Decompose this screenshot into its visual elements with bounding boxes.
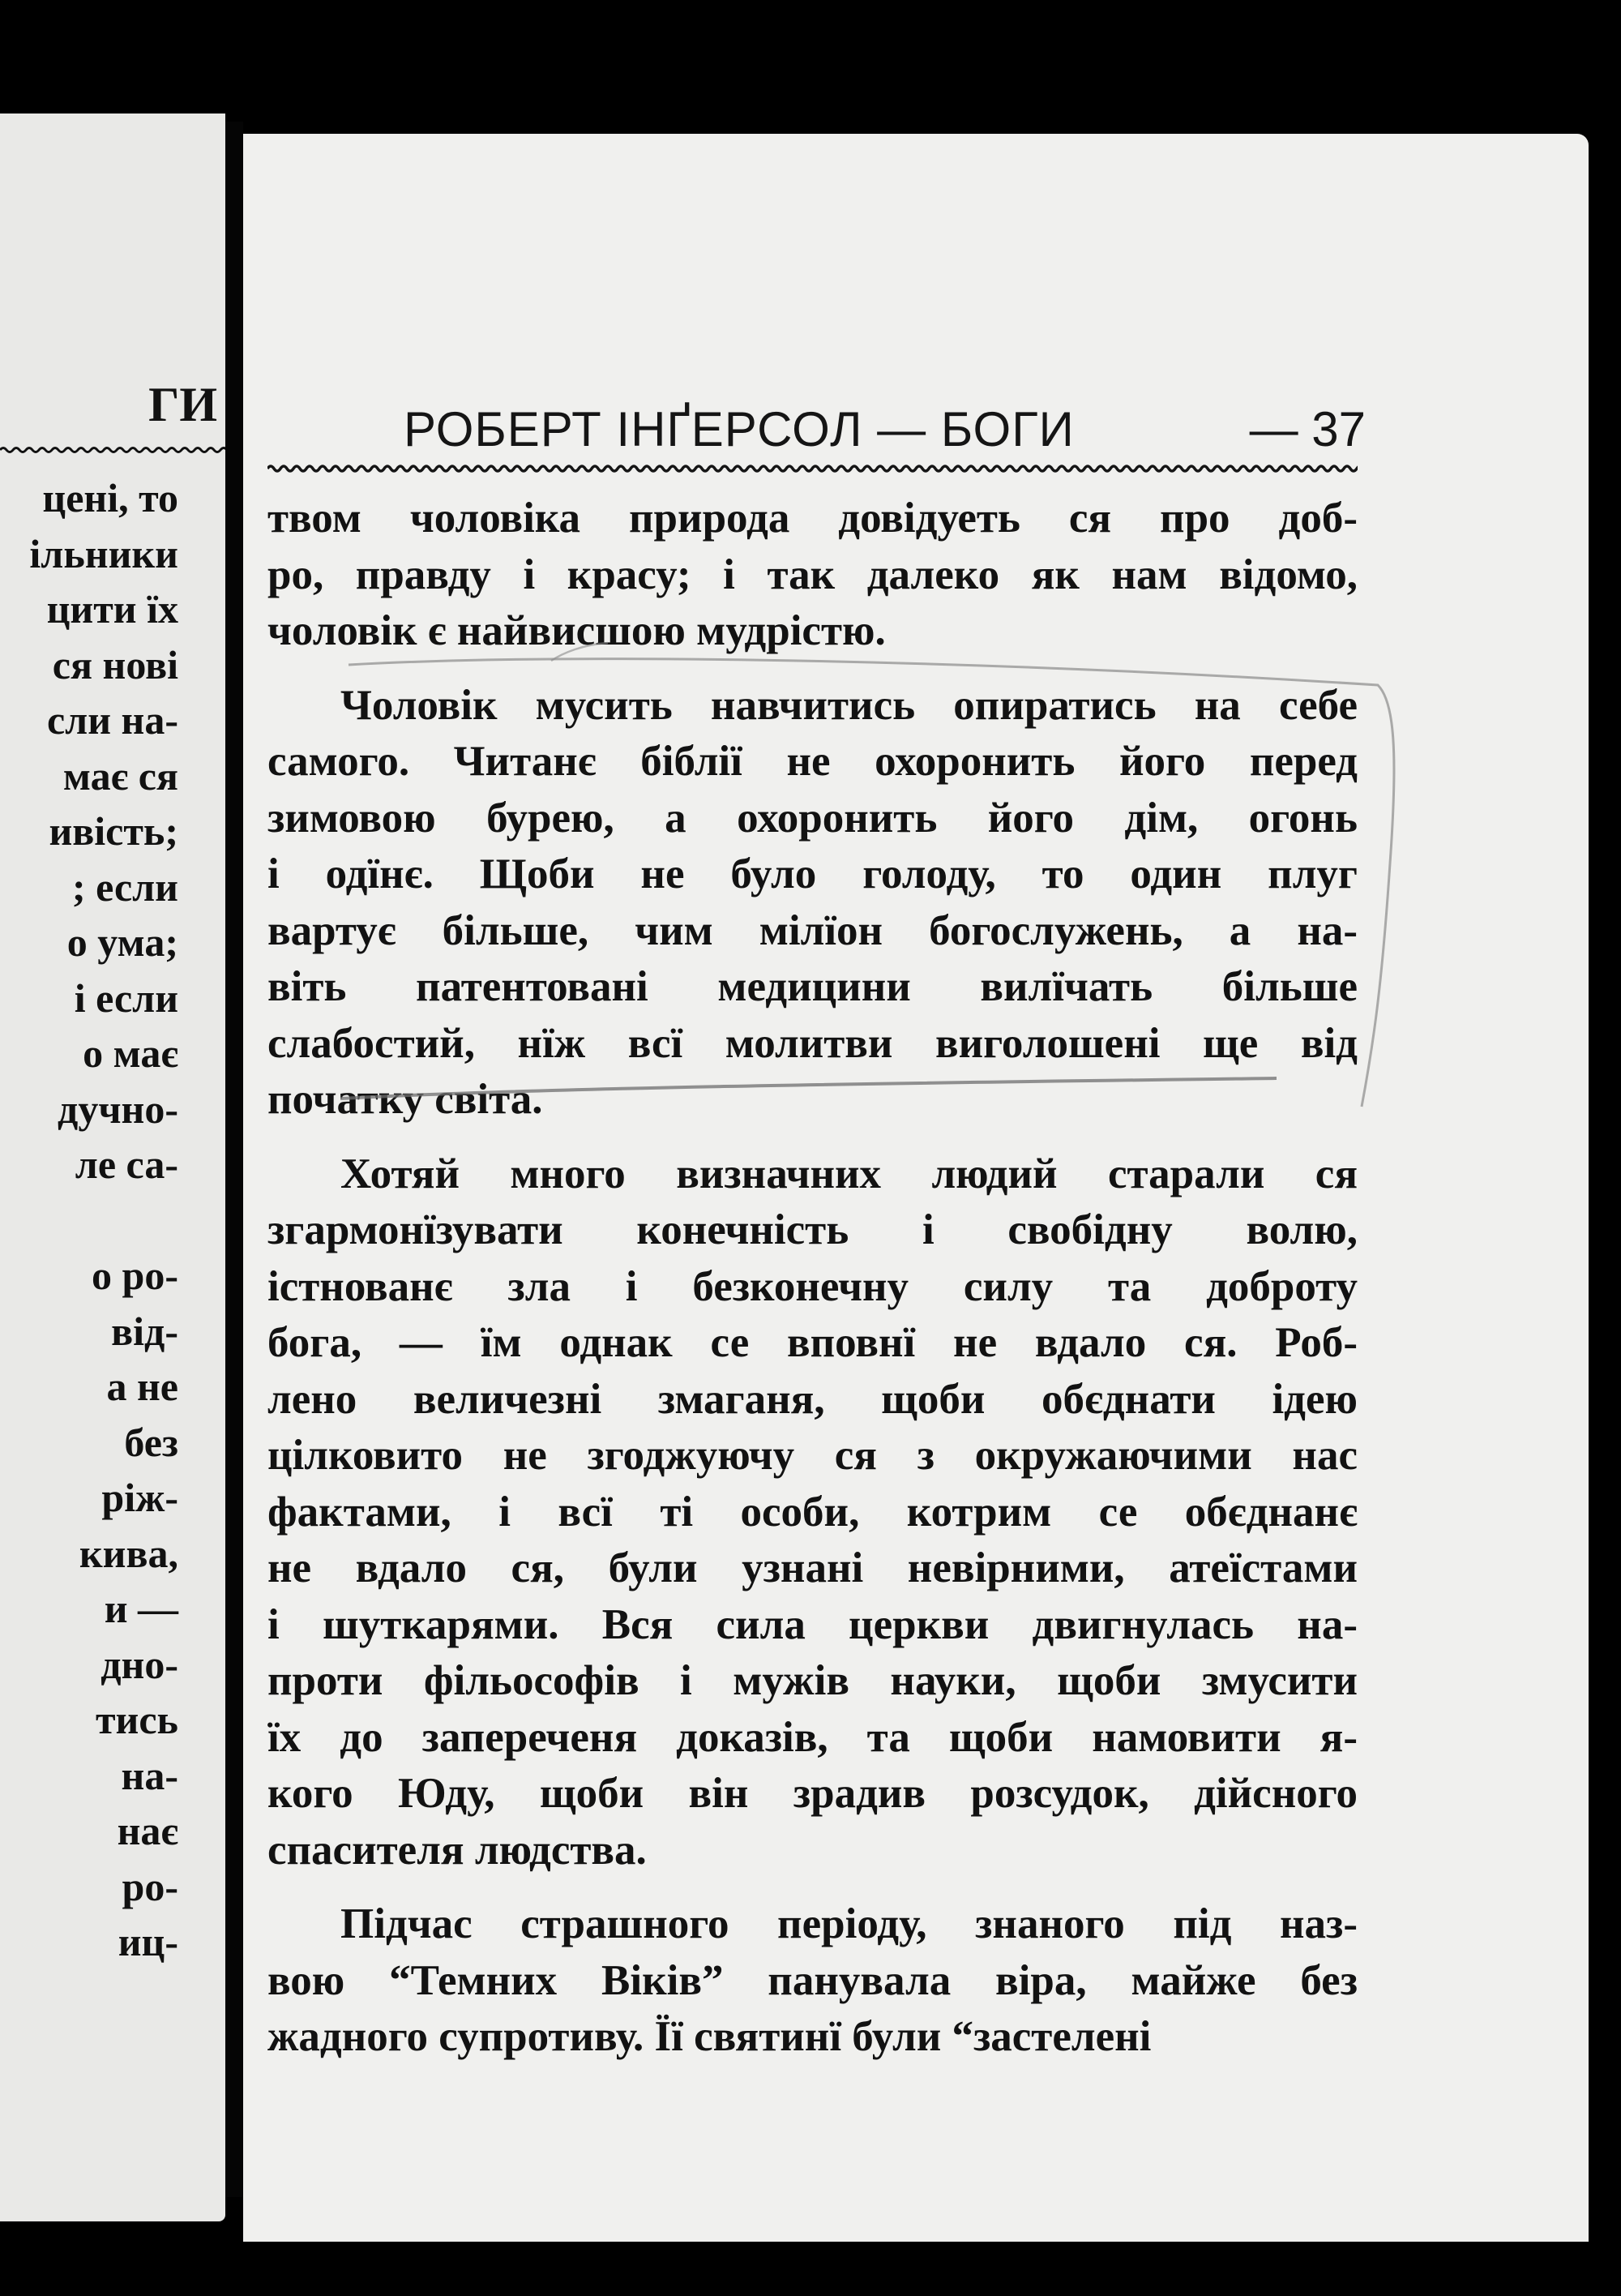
left-page-line: ільники xyxy=(29,530,178,576)
left-page-line: дучно- xyxy=(58,1086,178,1132)
text-line: бога, — їм однак се вповнї не вдало ся. Роб- xyxy=(267,1319,1358,1366)
text-line: самого. Читанє біблії не охоронить його перед xyxy=(267,738,1358,785)
text-line: жадного супротиву. Її святинї були “застелені xyxy=(267,2013,1152,2060)
left-page-line: а не xyxy=(106,1364,178,1409)
left-page-line xyxy=(0,1193,178,1249)
text-line: Хотяй много визначних людий старали ся xyxy=(340,1150,1358,1197)
text-line: вою “Темних Віків” панувала віра, майже без xyxy=(267,1956,1358,2004)
text-line: їх до запереченя доказів, та щоби намовити я- xyxy=(267,1713,1358,1761)
text-line: і шуткарями. Вся сила церкви двигнулась на- xyxy=(267,1600,1358,1648)
text-line: згармонїзувати конечність і свобідну волю, xyxy=(267,1206,1358,1253)
left-page-line: і если xyxy=(74,975,178,1021)
left-page-line: ивість; xyxy=(49,808,178,854)
left-page-line: ро- xyxy=(122,1863,178,1909)
left-page-line: и — xyxy=(104,1586,178,1631)
text-line: ро, правду і красу; і так далеко як нам відомо, xyxy=(267,550,1358,598)
left-page-line: від- xyxy=(111,1308,178,1354)
text-line: проти фільософів і мужів науки, щоби змусити xyxy=(267,1657,1358,1704)
left-page-line: кива, xyxy=(79,1530,178,1576)
header-wavy-rule xyxy=(267,462,1358,475)
text-line: початку світа. xyxy=(267,1076,543,1123)
left-page-line: о має xyxy=(83,1030,178,1076)
page-header xyxy=(267,401,1366,466)
text-line: фактами, і всї ті особи, котрим се обєднанє xyxy=(267,1488,1358,1536)
text-line: Підчас страшного періоду, знаного під наз- xyxy=(340,1900,1358,1947)
left-page-line: ; если xyxy=(71,863,178,910)
left-page-line: нає xyxy=(117,1808,178,1853)
left-page-line: ріж- xyxy=(101,1475,178,1520)
left-page-line: о ро- xyxy=(92,1253,178,1298)
left-page-text xyxy=(0,470,178,1970)
text-line: віть патентовані медицини вилїчать більше xyxy=(267,963,1358,1010)
text-line: не вдало ся, були узнані невірними, атеїстами xyxy=(267,1544,1358,1591)
adjacent-left-page xyxy=(0,114,225,2221)
text-line: і одїнє. Щоби не було голоду, то один плуг xyxy=(267,850,1358,897)
left-page-line: цити їх xyxy=(46,586,178,632)
left-page-header-fragment: ГИ xyxy=(148,378,217,431)
left-page-line: цені, то xyxy=(42,475,178,520)
left-page-header-rule xyxy=(0,444,225,456)
text-line: спасителя людства. xyxy=(267,1826,647,1874)
page-number: — 37 xyxy=(1249,402,1366,456)
left-page-line: дно- xyxy=(101,1641,178,1687)
left-page-line: ся нові xyxy=(52,641,178,688)
text-line: твом чоловіка природа довідуеть ся про доб- xyxy=(267,495,1358,542)
paragraph xyxy=(267,490,1358,660)
text-line: істнованє зла і безконечну силу та доброту xyxy=(267,1262,1358,1310)
text-line: вартує більше, чим мілїон богослужень, а на- xyxy=(267,906,1358,954)
text-line: цілковито не згоджуючу ся з окружаючими нас xyxy=(267,1432,1358,1479)
left-page-line: ле са- xyxy=(75,1142,178,1187)
paragraph xyxy=(267,1896,1358,2066)
paragraph xyxy=(267,678,1358,1129)
text-line: Чоловік мусить навчитись опиратись на себе xyxy=(340,681,1358,729)
book-gutter xyxy=(225,122,243,2197)
text-line: кого Юду, щоби він зрадив розсудок, дійсного xyxy=(267,1770,1358,1817)
left-page-line: на- xyxy=(121,1752,178,1798)
text-line: зимовою бурею, а охоронить його дім, огонь xyxy=(267,794,1358,842)
left-page-line: сли на- xyxy=(46,697,178,743)
paragraph xyxy=(267,1146,1358,1879)
left-page-line: тись xyxy=(95,1697,178,1742)
body-text xyxy=(267,490,1358,2066)
left-page-line: иц- xyxy=(118,1919,178,1964)
text-line: чоловік є найвисшою мудрістю. xyxy=(267,607,886,654)
book-page xyxy=(243,134,1589,2242)
left-page-line: о ума; xyxy=(66,919,178,965)
left-page-line: має ся xyxy=(62,752,178,799)
running-head: РОБЕРТ ІНҐЕРСОЛ — БОГИ xyxy=(404,402,1075,456)
left-page-line: без xyxy=(124,1419,178,1465)
text-line: лено величезні змаганя, щоби обєднати ідею xyxy=(267,1375,1358,1423)
text-line: слабостий, нїж всї молитви виголошені ще від xyxy=(267,1019,1358,1067)
